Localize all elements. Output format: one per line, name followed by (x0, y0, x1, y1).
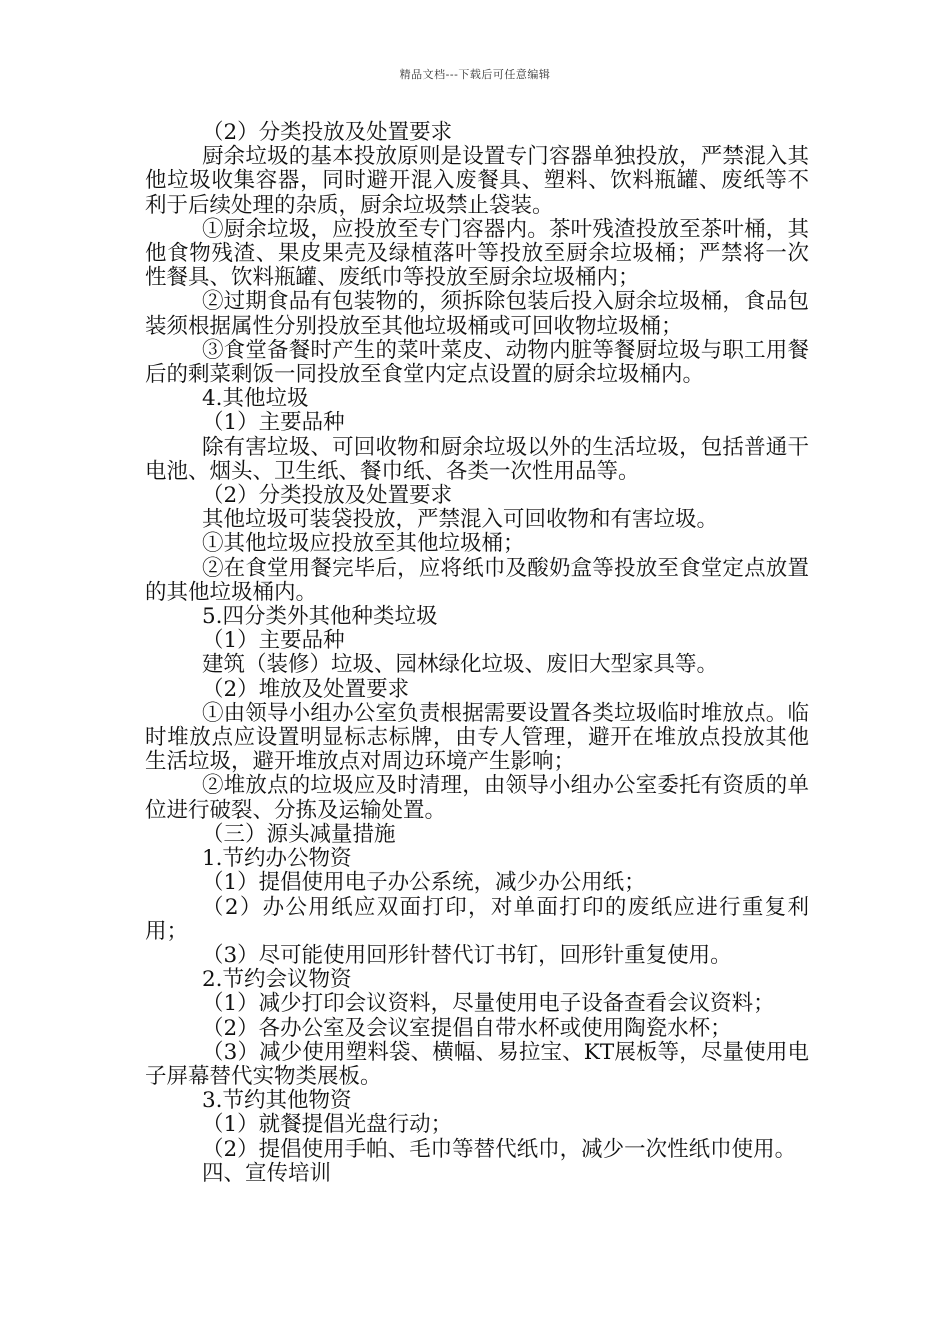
paragraph: 除有害垃圾、可回收物和厨余垃圾以外的生活垃圾，包括普通干电池、烟头、卫生纸、餐巾纸、各类一次性用品等。 (145, 434, 809, 484)
paragraph: （3）尽可能使用回形针替代订书钉，回形针重复使用。 (202, 942, 732, 968)
paragraph: （2）分类投放及处置要求 (202, 483, 453, 509)
paragraph: ①由领导小组办公室负责根据需要设置各类垃圾临时堆放点。临时堆放点应设置明显标志标牌，由专人管理，避开在堆放点投放其他生活垃圾，避开堆放点对周边环境产生影响； (145, 700, 809, 775)
paragraph: 建筑（装修）垃圾、园林绿化垃圾、废旧大型家具等。 (202, 652, 719, 678)
paragraph: 4.其他垃圾 (202, 386, 309, 412)
paragraph: （2）分类投放及处置要求 (202, 120, 453, 145)
paragraph: （三）源头减量措施 (202, 821, 396, 847)
page-header: 精品文档---下载后可任意编辑 (399, 68, 551, 81)
paragraph: ②堆放点的垃圾应及时清理，由领导小组办公室委托有资质的单位进行破裂、分拣及运输处置。 (145, 773, 809, 823)
paragraph: 2.节约会议物资 (202, 967, 352, 993)
paragraph: （2）各办公室及会议室提倡自带水杯或使用陶瓷水杯； (202, 1015, 732, 1041)
paragraph: （1）主要品种 (202, 628, 345, 654)
paragraph: 厨余垃圾的基本投放原则是设置专门容器单独投放，严禁混入其他垃圾收集容器，同时避开混入废餐具、塑料、饮料瓶罐、废纸等不利于后续处理的杂质，厨余垃圾禁止袋装。 (145, 144, 809, 218)
paragraph: ②过期食品有包装物的，须拆除包装后投入厨余垃圾桶，食品包装须根据属性分别投放至其他垃圾桶或可回收物垃圾桶； (145, 289, 809, 339)
document-body (145, 121, 809, 1186)
paragraph: （1）主要品种 (202, 410, 345, 436)
paragraph: ②在食堂用餐完毕后，应将纸巾及酸奶盒等投放至食堂定点放置的其他垃圾桶内。 (145, 555, 809, 605)
paragraph: （1）就餐提倡光盘行动； (202, 1112, 453, 1138)
paragraph: 3.节约其他物资 (202, 1088, 352, 1114)
paragraph: 5.四分类外其他种类垃圾 (202, 604, 438, 630)
paragraph: 其他垃圾可装袋投放，严禁混入可回收物和有害垃圾。 (202, 507, 719, 533)
paragraph: 四、宣传培训 (202, 1160, 332, 1186)
paragraph: 1.节约办公物资 (202, 846, 352, 872)
paragraph: ①其他垃圾应投放至其他垃圾桶； (202, 531, 525, 557)
paragraph: （1）减少打印会议资料，尽量使用电子设备查看会议资料； (202, 991, 775, 1017)
paragraph: （1）提倡使用电子办公系统，减少办公用纸； (202, 870, 646, 896)
paragraph: ③食堂备餐时产生的菜叶菜皮、动物内脏等餐厨垃圾与职工用餐后的剩菜剩饭一同投放至食堂内定点设置的厨余垃圾桶内。 (145, 337, 809, 388)
paragraph: （2）堆放及处置要求 (202, 676, 410, 702)
paragraph: ①厨余垃圾，应投放至专门容器内。茶叶残渣投放至茶叶桶，其他食物残渣、果皮果壳及绿植落叶等投放至厨余垃圾桶；严禁将一次性餐具、饮料瓶罐、废纸巾等投放至厨余垃圾桶内； (145, 216, 809, 291)
paragraph: （2）办公用纸应双面打印，对单面打印的废纸应进行重复利用； (145, 894, 809, 944)
paragraph: （2）提倡使用手帕、毛巾等替代纸巾，减少一次性纸巾使用。 (202, 1136, 797, 1162)
paragraph: （3）减少使用塑料袋、横幅、易拉宝、KT展板等，尽量使用电子屏幕替代实物类展板。 (145, 1039, 809, 1089)
